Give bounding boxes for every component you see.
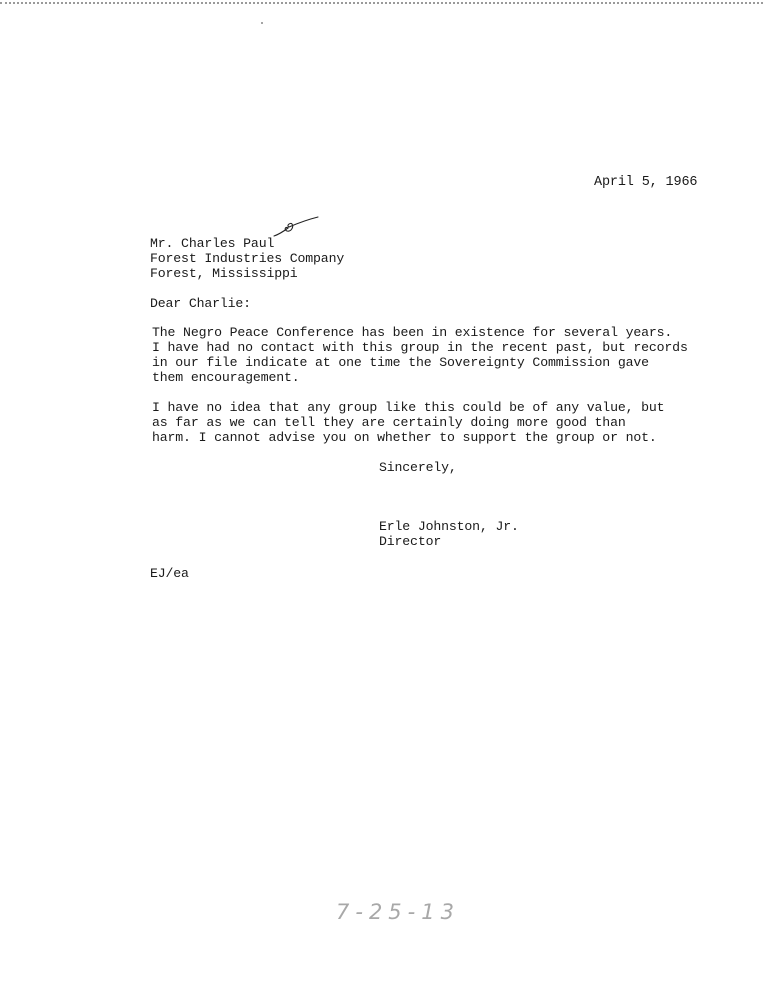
signer-name: Erle Johnston, Jr. — [379, 519, 519, 534]
reference-initials: EJ/ea — [150, 566, 189, 581]
recipient-name: Mr. Charles Paul — [150, 236, 275, 251]
page-top-edge — [0, 2, 763, 4]
paragraph-line: as far as we can tell they are certainly doing more good than — [152, 415, 626, 430]
paragraph-line: The Negro Peace Conference has been in existence for several years. — [152, 325, 673, 340]
salutation: Dear Charlie: — [150, 296, 251, 311]
recipient-location: Forest, Mississippi — [150, 266, 298, 281]
letter-date: April 5, 1966 — [594, 175, 698, 190]
scan-speck — [261, 22, 263, 24]
paragraph-line: I have had no contact with this group in the recent past, but records — [152, 340, 688, 355]
recipient-company: Forest Industries Company — [150, 251, 345, 266]
closing: Sincerely, — [379, 460, 457, 475]
paragraph-line: harm. I cannot advise you on whether to support the group or not. — [152, 430, 657, 445]
file-number-stamp: 7-25-13 — [336, 900, 460, 924]
handwritten-initial-mark — [272, 214, 320, 240]
paragraph-line: I have no idea that any group like this could be of any value, but — [152, 400, 665, 415]
paragraph-line: in our file indicate at one time the Sovereignty Commission gave — [152, 355, 649, 370]
paragraph-line: them encouragement. — [152, 370, 300, 385]
signer-title: Director — [379, 534, 442, 549]
